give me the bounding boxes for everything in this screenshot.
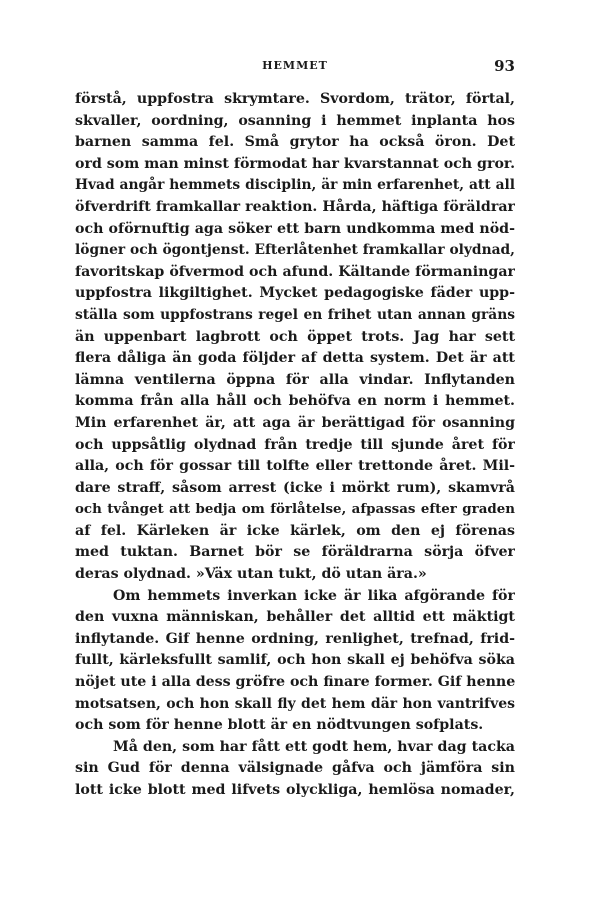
- text-line: fullt, kärleksfullt samlif, och hon skall ej behöfva söka: [75, 652, 515, 669]
- text-line: ställa som uppfostrans regel en frihet utan annan gräns: [75, 306, 515, 323]
- text-line: motsatsen, och hon skall fly det hem där hon vantrifves: [75, 695, 515, 712]
- text-line: Min erfarenhet är, att aga är berättigad för osanning: [75, 414, 515, 431]
- text-line: uppfostra likgiltighet. Mycket pedagogiske fäder upp-: [75, 285, 515, 302]
- text-line: med tuktan. Barnet bör se föräldrarna sörja öfver: [75, 544, 515, 561]
- text-line: Om hemmets inverkan icke är lika afgörande för: [113, 587, 515, 604]
- running-title: HEMMET: [262, 59, 328, 72]
- text-line: än uppenbart lagbrott och öppet trots. Jag har sett: [75, 328, 515, 345]
- text-line: af fel. Kärleken är icke kärlek, om den ej förenas: [75, 522, 515, 539]
- text-line: inflytande. Gif henne ordning, renlighet, trefnad, frid-: [75, 630, 515, 647]
- text-line: öfverdrift framkallar reaktion. Hårda, häftiga föräldrar: [75, 198, 515, 215]
- text-line: komma från alla håll och behöfva en norm i hemmet.: [75, 393, 515, 410]
- text-line: dare straff, såsom arrest (icke i mörkt rum), skamvrå: [75, 479, 515, 496]
- page-number: 93: [494, 57, 515, 75]
- text-line: och som för henne blott är en nödtvungen sofplats.: [75, 717, 484, 734]
- text-line: ord som man minst förmodat har kvarstannat och gror.: [75, 155, 515, 172]
- text-line: lögner och ögontjenst. Efterlåtenhet framkallar olydnad,: [75, 242, 515, 259]
- running-head: [75, 55, 515, 77]
- text-line: förstå, uppfostra skrymtare. Svordom, trätor, förtal,: [75, 91, 515, 107]
- text-line: Må den, som har fått ett godt hem, hvar dag tacka: [113, 738, 515, 755]
- text-line: barnen samma fel. Små grytor ha också öron. Det: [75, 134, 515, 151]
- text-line: lämna ventilerna öppna för alla vindar. Inflytanden: [75, 371, 515, 388]
- text-line: och tvånget att bedja om förlåtelse, afpassas efter graden: [75, 501, 515, 518]
- text-line: nöjet ute i alla dess gröfre och finare former. Gif henne: [75, 674, 515, 691]
- text-line: deras olydnad. »Väx utan tukt, dö utan ära.»: [75, 566, 427, 583]
- text-line: den vuxna människan, behåller det alltid ett mäktigt: [75, 609, 515, 626]
- text-line: alla, och för gossar till tolfte eller trettonde året. Mil-: [75, 458, 515, 475]
- text-line: flera dåliga än goda följder af detta system. Det är att: [75, 350, 515, 367]
- body-text: [75, 89, 515, 802]
- text-line: favoritskap öfvermod och afund. Kältande förmaningar: [75, 263, 515, 280]
- text-line: Hvad angår hemmets disciplin, är min erfarenhet, att all: [75, 177, 515, 194]
- text-line: och oförnuftig aga söker ett barn undkomma med nöd-: [75, 220, 515, 237]
- text-line: och uppsåtlig olydnad från tredje till sjunde året för: [75, 436, 515, 453]
- text-line: lott icke blott med lifvets olyckliga, hemlösa nomader,: [75, 782, 515, 798]
- text-line: sin Gud för denna välsignade gåfva och jämföra sin: [75, 760, 515, 777]
- text-line: skvaller, oordning, osanning i hemmet inplanta hos: [75, 112, 515, 129]
